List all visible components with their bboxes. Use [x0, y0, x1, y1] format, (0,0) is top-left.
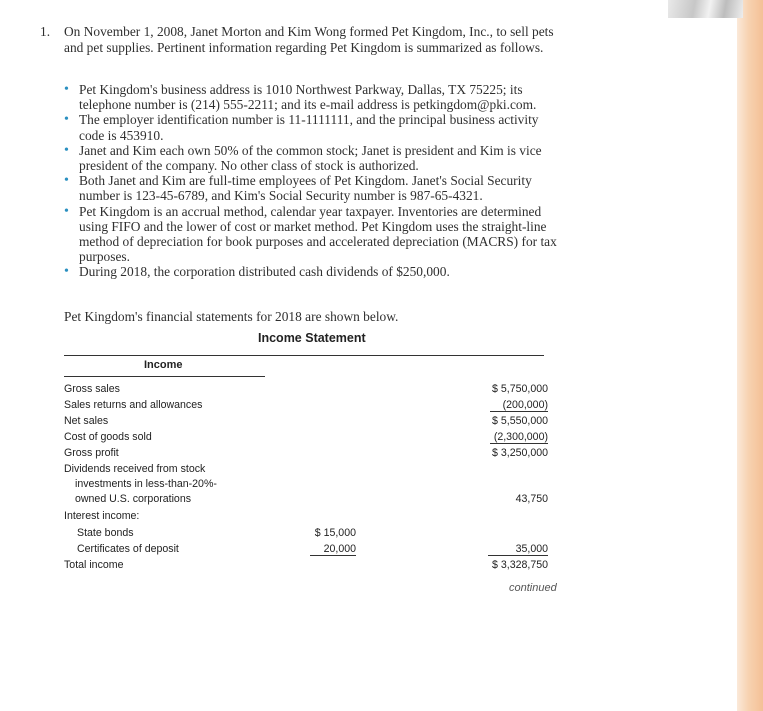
dividends-amount: 43,750: [515, 493, 548, 505]
list-item: • Pet Kingdom's business address is 1010 Northwest Parkway, Dallas, TX 75225; its telephone number is (214) 555-2211; and its e-mail address is petkingdom@pki.com.: [64, 82, 537, 113]
summary-sentence: Pet Kingdom's financial statements for 2018 are shown below.: [64, 309, 399, 324]
total-income-label: Total income: [64, 559, 124, 571]
table-top-rule: [64, 355, 544, 356]
statement-title: Income Statement: [258, 331, 366, 345]
list-item: • Pet Kingdom is an accrual method, calendar year taxpayer. Inventories are determined using FIFO and the lower of cost or market method. Pet Kingdom uses the straight-line method of depreciation for book purposes and accelerated depreciation (MACRS) for tax purposes.: [64, 203, 557, 265]
bullet-icon: •: [64, 112, 69, 128]
returns-amount: (200,000): [490, 399, 548, 412]
facts-list: [64, 82, 560, 280]
bullet-icon: •: [64, 142, 69, 158]
gross-profit-amount: $ 3,250,000: [492, 447, 548, 459]
interest-income-label: Interest income:: [64, 510, 140, 522]
total-income-amount: $ 3,328,750: [492, 559, 548, 571]
bullet-icon: •: [64, 264, 69, 280]
list-item: • During 2018, the corporation distributed cash dividends of $250,000.: [64, 264, 450, 280]
cds-sub-amount: 20,000: [310, 543, 356, 556]
gross-sales-amount: $ 5,750,000: [492, 383, 548, 395]
cogs-amount: (2,300,000): [490, 431, 548, 444]
dividends-label-line-1: Dividends received from stock: [64, 463, 206, 475]
cds-label: Certificates of deposit: [77, 543, 179, 555]
cogs-label: Cost of goods sold: [64, 431, 152, 443]
intro-paragraph: On November 1, 2008, Janet Morton and Kim Wong formed Pet Kingdom, Inc., to sell pets and pet supplies. Pertinent information regarding Pet Kingdom is summarized as follows.: [64, 24, 554, 55]
continued-note: continued: [509, 582, 557, 594]
income-section-header: Income: [144, 359, 183, 371]
bullet-icon: •: [64, 203, 69, 219]
gross-profit-label: Gross profit: [64, 447, 119, 459]
header-rule: [64, 376, 265, 377]
state-bonds-amount: $ 15,000: [314, 527, 356, 539]
net-sales-amount: $ 5,550,000: [492, 415, 548, 427]
list-item: • Both Janet and Kim are full-time employees of Pet Kingdom. Janet's Social Security number is 123-45-6789, and Kim's Social Security number is 987-65-4321.: [64, 173, 532, 204]
page-edge-decoration: [737, 0, 763, 711]
state-bonds-label: State bonds: [77, 527, 134, 539]
bullet-icon: •: [64, 82, 69, 97]
dividends-label-line-2: investments in less-than-20%-: [75, 478, 217, 490]
net-sales-label: Net sales: [64, 415, 109, 427]
question-number: 1.: [40, 24, 51, 39]
returns-label: Sales returns and allowances: [64, 399, 203, 411]
corner-decoration: [668, 0, 743, 18]
list-item: • Janet and Kim each own 50% of the common stock; Janet is president and Kim is vice president of the company. No other class of stock is authorized.: [64, 142, 542, 174]
bullet-icon: •: [64, 173, 69, 189]
gross-sales-label: Gross sales: [64, 383, 120, 395]
list-item: • The employer identification number is 11-1111111, and the principal business activity code is 453910.: [64, 112, 539, 143]
dividends-label-line-3: owned U.S. corporations: [75, 493, 192, 505]
interest-total-amount: 35,000: [488, 543, 548, 556]
